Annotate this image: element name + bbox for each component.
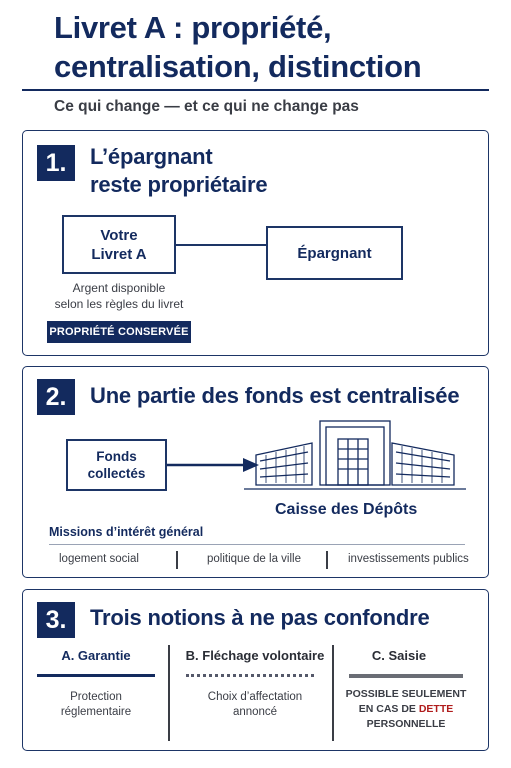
- mission-separator-1: [176, 551, 178, 569]
- collected-funds-box: [66, 439, 167, 491]
- availability-note: [41, 280, 197, 312]
- availability-note-line-2: selon les règles du livret: [54, 297, 184, 311]
- availability-note-line-1: Argent disponible: [72, 281, 166, 295]
- missions-title: Missions d’intérêt général: [49, 525, 204, 539]
- collected-funds-line-2: collectés: [87, 466, 146, 481]
- building-label: Caisse des Dépôts: [275, 501, 418, 518]
- column-a-text-line-2: réglementaire: [60, 706, 132, 718]
- section-1-title: [90, 143, 267, 199]
- column-c-heading: C. Saisie: [371, 648, 427, 663]
- column-a-text: [37, 690, 155, 720]
- debt-highlight: DETTE: [418, 703, 454, 715]
- section-1-title-line-2: reste propriétaire: [90, 172, 268, 197]
- epargnant-box: Épargnant: [266, 226, 403, 280]
- title-line-1: Livret A : propriété,: [54, 10, 332, 45]
- title-divider: [22, 89, 489, 91]
- livret-a-box-line-2: Livret A: [91, 245, 147, 263]
- mission-item-city-policy: politique de la ville: [207, 553, 301, 565]
- column-b-dotted-rule: [186, 674, 314, 677]
- column-b-text-line-2: annoncé: [232, 706, 278, 718]
- collected-funds-line-1: Fonds: [96, 449, 137, 464]
- connector-line: [176, 244, 266, 246]
- section-3-number: 3.: [37, 602, 75, 638]
- column-b-text: [178, 690, 332, 720]
- column-separator-2: [332, 645, 334, 741]
- section-3-card: [22, 589, 489, 751]
- livret-a-box: [62, 215, 176, 274]
- column-a-solid-rule: [37, 674, 155, 677]
- column-separator-1: [168, 645, 170, 741]
- section-1-title-line-1: L’épargnant: [90, 144, 213, 169]
- mission-separator-2: [326, 551, 328, 569]
- page-subtitle: Ce qui change — et ce qui ne change pas: [54, 98, 359, 115]
- building-icon: [242, 419, 468, 495]
- column-a-text-line-1: Protection: [70, 691, 122, 703]
- title-line-2: centralisation, distinction: [54, 49, 422, 84]
- mission-item-housing: logement social: [59, 553, 139, 565]
- mission-item-public-investment: investissements publics: [348, 553, 469, 565]
- column-c-text-line-1: POSSIBLE SEULEMENT: [345, 688, 467, 700]
- page-title: [54, 8, 494, 86]
- column-a-heading: A. Garantie: [61, 648, 131, 663]
- section-3-title: Trois notions à ne pas confondre: [90, 605, 430, 630]
- section-2-number: 2.: [37, 379, 75, 415]
- column-c-thick-rule: [349, 674, 463, 678]
- section-2-title: Une partie des fonds est centralisée: [90, 383, 460, 408]
- column-b-heading: B. Fléchage volontaire: [185, 648, 325, 663]
- section-1-number: 1.: [37, 145, 75, 181]
- column-b-text-line-1: Choix d’affectation: [207, 691, 303, 703]
- section-1-card: [22, 130, 489, 356]
- column-c-text-line-2: [337, 702, 475, 717]
- section-2-card: [22, 366, 489, 578]
- ownership-badge: PROPRIÉTÉ CONSERVÉE: [47, 321, 191, 343]
- livret-a-box-line-1: Votre: [100, 226, 138, 244]
- column-c-text-line-3: PERSONNELLE: [366, 718, 446, 730]
- column-c-text-prefix: EN CAS DE: [358, 703, 419, 715]
- missions-divider: [49, 544, 465, 545]
- column-c-text: [337, 687, 475, 732]
